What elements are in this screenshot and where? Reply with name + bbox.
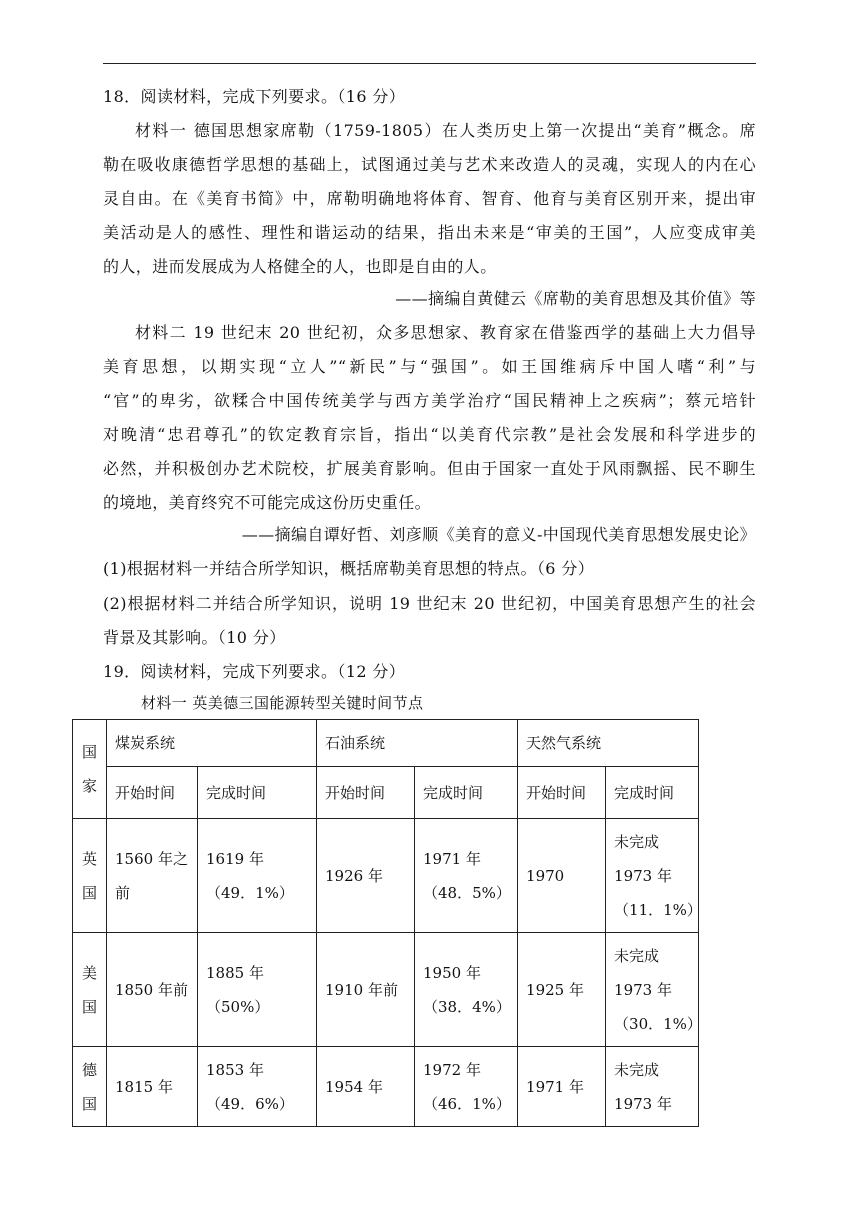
- table-cell: 1910 年前: [317, 933, 415, 1047]
- table-cell: 未完成 1973 年 （30．1%）: [606, 933, 699, 1047]
- table-cell: 1560 年之 前: [107, 819, 198, 933]
- energy-transition-table: [72, 719, 702, 1127]
- header-start: 开始时间: [107, 767, 198, 819]
- question-18-title: 18．阅读材料，完成下列要求。（16 分）: [103, 87, 406, 106]
- country-cell: 德 国: [73, 1047, 107, 1127]
- table-cell: 1850 年前: [107, 933, 198, 1047]
- table-subheader-row: [73, 767, 699, 819]
- table-row-uk: [73, 819, 699, 933]
- header-end: 完成时间: [606, 767, 699, 819]
- header-gas: 天然气系统: [518, 720, 699, 767]
- table-cell: 1853 年 （49．6%）: [198, 1047, 317, 1127]
- header-oil: 石油系统: [317, 720, 518, 767]
- table-cell: 1926 年: [317, 819, 415, 933]
- header-end: 完成时间: [415, 767, 518, 819]
- table-cell: 1925 年: [518, 933, 606, 1047]
- header-start: 开始时间: [518, 767, 606, 819]
- q18-material-2-line: 美育思想，以期实现“立人”“新民”与“强国”。如王国维病斥中国人嗜“利”与: [103, 357, 756, 376]
- table-cell: 1972 年 （46．1%）: [415, 1047, 518, 1127]
- q18-material-2-line: “官”的卑劣，欲糅合中国传统美学与西方美学治疗“国民精神上之疾病”；蔡元培针: [103, 391, 756, 410]
- header-rule: [103, 63, 756, 64]
- table-row-de: [73, 1047, 699, 1127]
- table-cell: 1971 年: [518, 1047, 606, 1127]
- table-cell: 1950 年 （38．4%）: [415, 933, 518, 1047]
- country-cell: 英 国: [73, 819, 107, 933]
- table-cell: 1970: [518, 819, 606, 933]
- q19-material-1-caption: 材料一 英美德三国能源转型关键时间节点: [141, 694, 424, 712]
- q18-material-1-line: 美活动是人的感性、理性和谐运动的结果，指出未来是“审美的王国”，人应变成审美: [103, 223, 756, 242]
- table-cell: 1954 年: [317, 1047, 415, 1127]
- q18-material-2-line: 的境地，美育终究不可能完成这份历史重任。: [103, 493, 432, 512]
- header-country: 国 家: [73, 720, 107, 819]
- q18-material-2-line: 必然，并积极创办艺术院校，扩展美育影响。但由于国家一直处于风雨飘摇、民不聊生: [103, 459, 756, 478]
- table-cell: 1815 年: [107, 1047, 198, 1127]
- q18-material-2-line: 对晚清“忠君尊孔”的钦定教育宗旨，指出“以美育代宗教”是社会发展和科学进步的: [103, 425, 756, 444]
- q18-material-1-line: 勒在吸收康德哲学思想的基础上，试图通过美与艺术来改造人的灵魂，实现人的内在心: [103, 155, 756, 174]
- q18-material-2-source: ——摘编自谭好哲、刘彦顺《美育的意义-中国现代美育思想发展史论》: [241, 525, 756, 544]
- q18-subquestion-2: (2)根据材料二并结合所学知识，说明 19 世纪末 20 世纪初，中国美育思想产生的社会: [103, 594, 756, 613]
- q18-material-2-line: 材料二 19 世纪末 20 世纪初，众多思想家、教育家在借鉴西学的基础上大力倡导: [135, 323, 756, 342]
- question-19-title: 19．阅读材料，完成下列要求。（12 分）: [103, 662, 406, 681]
- q18-material-1-line: 灵自由。在《美育书简》中，席勒明确地将体育、智育、他育与美育区别开来，提出审: [103, 189, 756, 208]
- table-row-us: [73, 933, 699, 1047]
- table-cell: 未完成 1973 年 （11．1%）: [606, 819, 699, 933]
- q18-subquestion-1: (1)根据材料一并结合所学知识，概括席勒美育思想的特点。（6 分）: [103, 559, 595, 578]
- q18-subquestion-2-cont: 背景及其影响。（10 分）: [103, 628, 286, 647]
- q18-material-1-line: 材料一 德国思想家席勒（1759-1805）在人类历史上第一次提出“美育”概念。席: [135, 121, 756, 140]
- table-header-row: [73, 720, 699, 767]
- q18-material-1-source: ——摘编自黄健云《席勒的美育思想及其价值》等: [395, 289, 756, 308]
- q18-material-1-line: 的人，进而发展成为人格健全的人，也即是自由的人。: [103, 257, 497, 276]
- table-cell: 1885 年 （50%）: [198, 933, 317, 1047]
- table-cell: 1971 年 （48．5%）: [415, 819, 518, 933]
- country-cell: 美 国: [73, 933, 107, 1047]
- table-cell: 1619 年 （49．1%）: [198, 819, 317, 933]
- header-coal: 煤炭系统: [107, 720, 317, 767]
- header-start: 开始时间: [317, 767, 415, 819]
- table-cell: 未完成 1973 年: [606, 1047, 699, 1127]
- header-end: 完成时间: [198, 767, 317, 819]
